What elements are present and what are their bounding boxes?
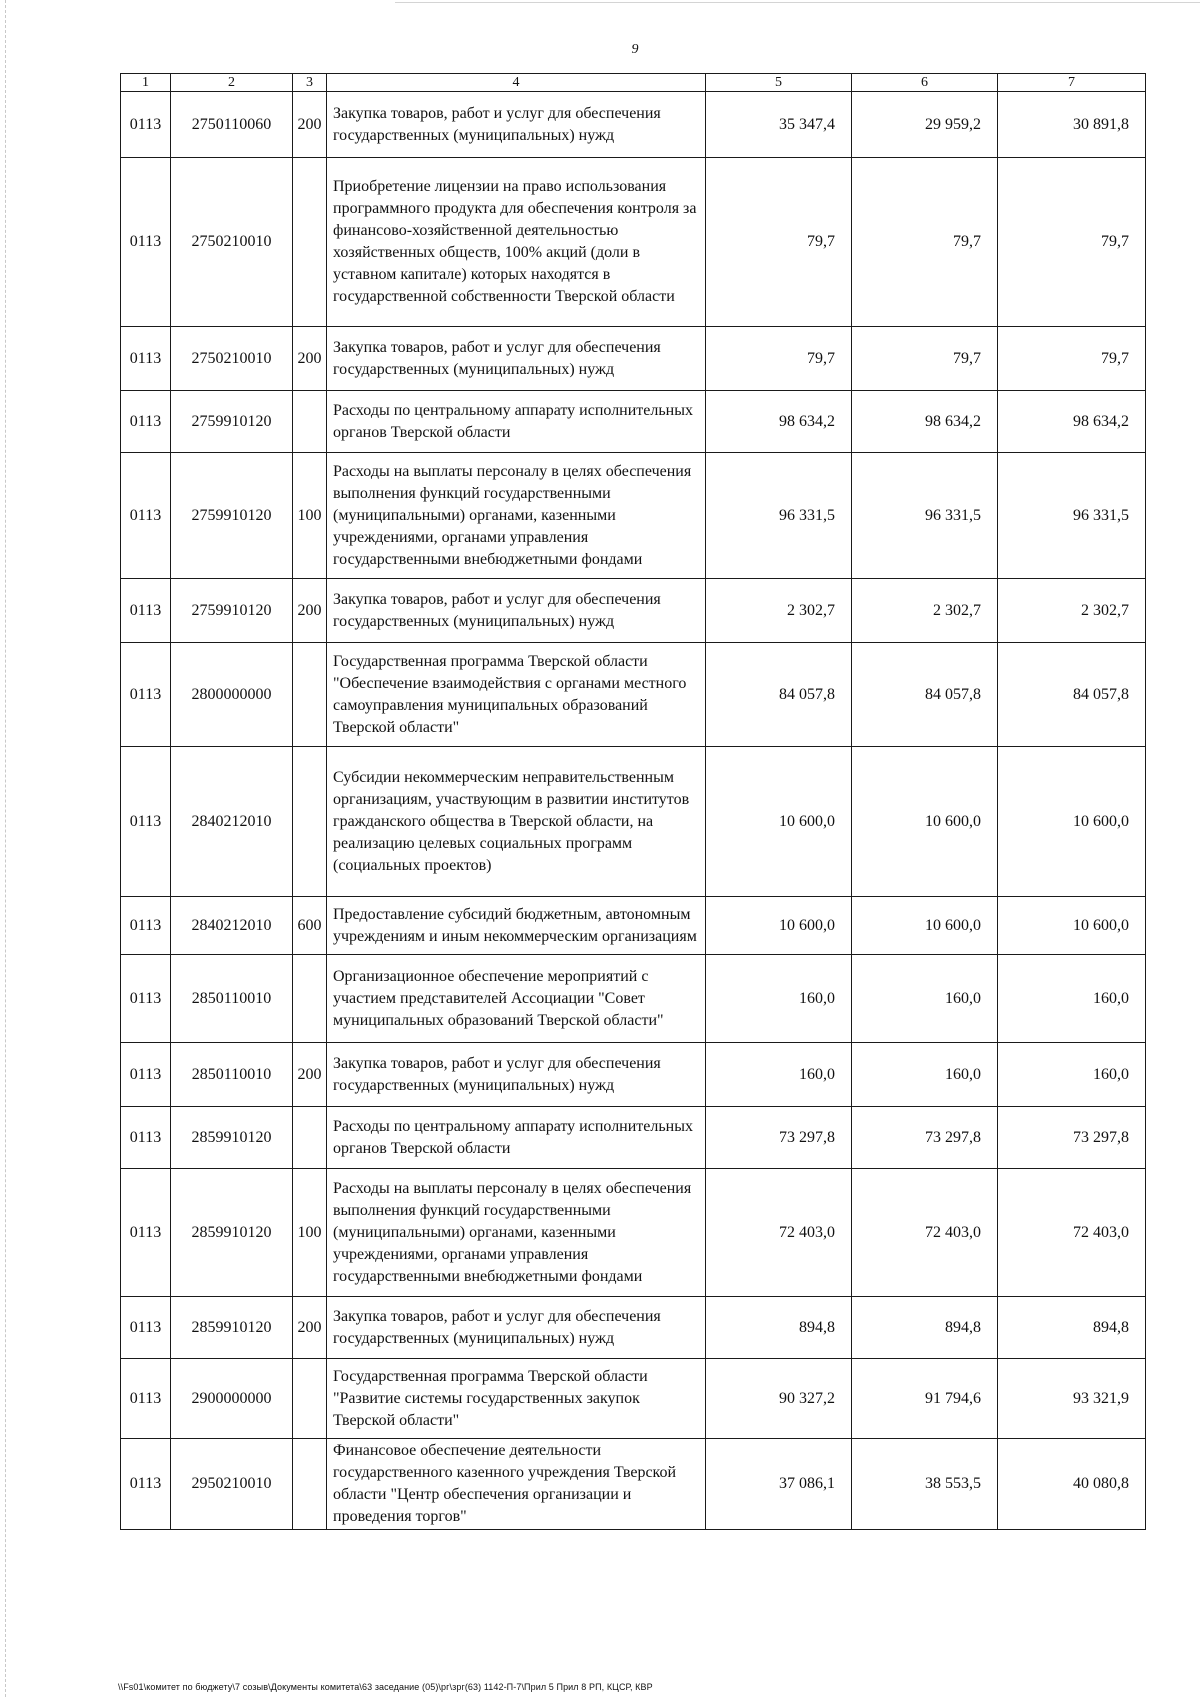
- table-row: [121, 643, 1146, 747]
- amount-year1-cell: 10 600,0: [706, 747, 852, 897]
- amount-year2-cell: 91 794,6: [852, 1359, 998, 1439]
- expense-type-code-cell: [293, 747, 327, 897]
- column-number: 1: [121, 74, 171, 92]
- expense-name-cell: Закупка товаров, работ и услуг для обеспечения государственных (муниципальных) нужд: [327, 579, 706, 643]
- amount-year2-cell: 160,0: [852, 1043, 998, 1107]
- target-article-code-cell: 2900000000: [171, 1359, 293, 1439]
- column-number: 4: [327, 74, 706, 92]
- table-row: [121, 92, 1146, 158]
- target-article-code-cell: 2750210010: [171, 158, 293, 327]
- expense-name-cell: Расходы по центральному аппарату исполнительных органов Тверской области: [327, 391, 706, 453]
- amount-year3-cell: 40 080,8: [998, 1439, 1146, 1530]
- expense-type-code-cell: 200: [293, 579, 327, 643]
- amount-year1-cell: 79,7: [706, 158, 852, 327]
- expense-type-code-cell: [293, 1439, 327, 1530]
- scan-edge-mark: [5, 0, 6, 1697]
- section-code-cell: 0113: [121, 643, 171, 747]
- expense-name-cell: Государственная программа Тверской области "Развитие системы государственных закупок Тверской области": [327, 1359, 706, 1439]
- section-code-cell: 0113: [121, 897, 171, 955]
- table-row: [121, 453, 1146, 579]
- expense-type-code-cell: [293, 1107, 327, 1169]
- section-code-cell: 0113: [121, 1043, 171, 1107]
- expense-name-cell: Закупка товаров, работ и услуг для обеспечения государственных (муниципальных) нужд: [327, 327, 706, 391]
- expense-name-cell: Расходы на выплаты персоналу в целях обеспечения выполнения функций государственными (муниципальными) органами, казенными учреждениями, органами управления государственными внебюджетными фондами: [327, 1169, 706, 1297]
- amount-year2-cell: 79,7: [852, 327, 998, 391]
- amount-year2-cell: 10 600,0: [852, 747, 998, 897]
- expense-type-code-cell: 600: [293, 897, 327, 955]
- expense-name-cell: Субсидии некоммерческим неправительственным организациям, участвующим в развитии институтов гражданского общества в Тверской области, на реализацию целевых социальных программ (социальных проектов): [327, 747, 706, 897]
- section-code-cell: 0113: [121, 453, 171, 579]
- target-article-code-cell: 2950210010: [171, 1439, 293, 1530]
- target-article-code-cell: 2859910120: [171, 1297, 293, 1359]
- amount-year3-cell: 30 891,8: [998, 92, 1146, 158]
- amount-year1-cell: 894,8: [706, 1297, 852, 1359]
- budget-table: [120, 73, 1146, 1530]
- target-article-code-cell: 2750110060: [171, 92, 293, 158]
- target-article-code-cell: 2850110010: [171, 1043, 293, 1107]
- section-code-cell: 0113: [121, 158, 171, 327]
- amount-year2-cell: 160,0: [852, 955, 998, 1043]
- expense-name-cell: Предоставление субсидий бюджетным, автономным учреждениям и иным некоммерческим организациям: [327, 897, 706, 955]
- amount-year2-cell: 73 297,8: [852, 1107, 998, 1169]
- section-code-cell: 0113: [121, 391, 171, 453]
- expense-type-code-cell: 200: [293, 92, 327, 158]
- expense-name-cell: Расходы по центральному аппарату исполнительных органов Тверской области: [327, 1107, 706, 1169]
- column-number: 3: [293, 74, 327, 92]
- target-article-code-cell: 2859910120: [171, 1107, 293, 1169]
- section-code-cell: 0113: [121, 747, 171, 897]
- expense-name-cell: Приобретение лицензии на право использования программного продукта для обеспечения контроля за финансово-хозяйственной деятельностью хозяйственных обществ, 100% акций (доли в уставном капитале) которых находятся в государственной собственности Тверской области: [327, 158, 706, 327]
- amount-year3-cell: 160,0: [998, 955, 1146, 1043]
- section-code-cell: 0113: [121, 1169, 171, 1297]
- section-code-cell: 0113: [121, 1107, 171, 1169]
- amount-year2-cell: 10 600,0: [852, 897, 998, 955]
- target-article-code-cell: 2859910120: [171, 1169, 293, 1297]
- target-article-code-cell: 2840212010: [171, 897, 293, 955]
- table-row: [121, 1359, 1146, 1439]
- amount-year3-cell: 894,8: [998, 1297, 1146, 1359]
- expense-name-cell: Закупка товаров, работ и услуг для обеспечения государственных (муниципальных) нужд: [327, 1297, 706, 1359]
- section-code-cell: 0113: [121, 92, 171, 158]
- expense-name-cell: Расходы на выплаты персоналу в целях обеспечения выполнения функций государственными (муниципальными) органами, казенными учреждениями, органами управления государственными внебюджетными фондами: [327, 453, 706, 579]
- amount-year1-cell: 37 086,1: [706, 1439, 852, 1530]
- amount-year1-cell: 10 600,0: [706, 897, 852, 955]
- page-number: 9: [631, 42, 639, 57]
- amount-year1-cell: 96 331,5: [706, 453, 852, 579]
- amount-year1-cell: 160,0: [706, 1043, 852, 1107]
- table-row: [121, 955, 1146, 1043]
- expense-type-code-cell: [293, 1359, 327, 1439]
- column-number: 5: [706, 74, 852, 92]
- target-article-code-cell: 2759910120: [171, 391, 293, 453]
- target-article-code-cell: 2759910120: [171, 453, 293, 579]
- amount-year2-cell: 98 634,2: [852, 391, 998, 453]
- table-row: [121, 1439, 1146, 1530]
- column-number: 2: [171, 74, 293, 92]
- expense-type-code-cell: [293, 955, 327, 1043]
- column-number: 7: [998, 74, 1146, 92]
- amount-year1-cell: 35 347,4: [706, 92, 852, 158]
- target-article-code-cell: 2800000000: [171, 643, 293, 747]
- amount-year3-cell: 2 302,7: [998, 579, 1146, 643]
- table-row: [121, 747, 1146, 897]
- table-row: [121, 579, 1146, 643]
- section-code-cell: 0113: [121, 579, 171, 643]
- amount-year1-cell: 2 302,7: [706, 579, 852, 643]
- amount-year2-cell: 84 057,8: [852, 643, 998, 747]
- amount-year3-cell: 10 600,0: [998, 897, 1146, 955]
- expense-type-code-cell: [293, 643, 327, 747]
- section-code-cell: 0113: [121, 327, 171, 391]
- scan-top-rule: [395, 2, 1200, 3]
- amount-year3-cell: 93 321,9: [998, 1359, 1146, 1439]
- amount-year2-cell: 96 331,5: [852, 453, 998, 579]
- amount-year1-cell: 98 634,2: [706, 391, 852, 453]
- amount-year2-cell: 894,8: [852, 1297, 998, 1359]
- amount-year3-cell: 98 634,2: [998, 391, 1146, 453]
- expense-type-code-cell: 100: [293, 1169, 327, 1297]
- expense-name-cell: Закупка товаров, работ и услуг для обеспечения государственных (муниципальных) нужд: [327, 1043, 706, 1107]
- amount-year2-cell: 72 403,0: [852, 1169, 998, 1297]
- column-number-row: [121, 74, 1146, 92]
- amount-year1-cell: 90 327,2: [706, 1359, 852, 1439]
- target-article-code-cell: 2750210010: [171, 327, 293, 391]
- section-code-cell: 0113: [121, 1297, 171, 1359]
- amount-year3-cell: 79,7: [998, 327, 1146, 391]
- expense-type-code-cell: 200: [293, 1297, 327, 1359]
- table-row: [121, 391, 1146, 453]
- section-code-cell: 0113: [121, 1439, 171, 1530]
- amount-year3-cell: 79,7: [998, 158, 1146, 327]
- amount-year1-cell: 84 057,8: [706, 643, 852, 747]
- amount-year3-cell: 96 331,5: [998, 453, 1146, 579]
- expense-type-code-cell: 200: [293, 1043, 327, 1107]
- target-article-code-cell: 2759910120: [171, 579, 293, 643]
- table-row: [121, 1043, 1146, 1107]
- expense-type-code-cell: [293, 158, 327, 327]
- table-row: [121, 327, 1146, 391]
- amount-year2-cell: 38 553,5: [852, 1439, 998, 1530]
- amount-year3-cell: 72 403,0: [998, 1169, 1146, 1297]
- target-article-code-cell: 2840212010: [171, 747, 293, 897]
- table-row: [121, 1169, 1146, 1297]
- expense-type-code-cell: [293, 391, 327, 453]
- expense-name-cell: Финансовое обеспечение деятельности государственного казенного учреждения Тверской области "Центр обеспечения организации и проведения торгов": [327, 1439, 706, 1530]
- target-article-code-cell: 2850110010: [171, 955, 293, 1043]
- amount-year3-cell: 84 057,8: [998, 643, 1146, 747]
- footer-file-path: \\Fs01\комитет по бюджету\7 созыв\Документы комитета\63 заседание (05)\рг\зрг(63) 1142-П-7\Прил 5 Прил 8 РП, КЦСР, КВР: [118, 1682, 653, 1692]
- amount-year2-cell: 2 302,7: [852, 579, 998, 643]
- table-row: [121, 158, 1146, 327]
- amount-year1-cell: 72 403,0: [706, 1169, 852, 1297]
- amount-year1-cell: 73 297,8: [706, 1107, 852, 1169]
- amount-year3-cell: 73 297,8: [998, 1107, 1146, 1169]
- expense-name-cell: Закупка товаров, работ и услуг для обеспечения государственных (муниципальных) нужд: [327, 92, 706, 158]
- amount-year1-cell: 160,0: [706, 955, 852, 1043]
- section-code-cell: 0113: [121, 955, 171, 1043]
- table-row: [121, 1297, 1146, 1359]
- amount-year1-cell: 79,7: [706, 327, 852, 391]
- table-body: [121, 74, 1146, 1530]
- table-row: [121, 1107, 1146, 1169]
- expense-type-code-cell: 200: [293, 327, 327, 391]
- amount-year3-cell: 160,0: [998, 1043, 1146, 1107]
- column-number: 6: [852, 74, 998, 92]
- expense-type-code-cell: 100: [293, 453, 327, 579]
- amount-year3-cell: 10 600,0: [998, 747, 1146, 897]
- expense-name-cell: Государственная программа Тверской области "Обеспечение взаимодействия с органами местного самоуправления муниципальных образований Тверской области": [327, 643, 706, 747]
- expense-name-cell: Организационное обеспечение мероприятий с участием представителей Ассоциации "Совет муниципальных образований Тверской области": [327, 955, 706, 1043]
- table-row: [121, 897, 1146, 955]
- amount-year2-cell: 79,7: [852, 158, 998, 327]
- section-code-cell: 0113: [121, 1359, 171, 1439]
- amount-year2-cell: 29 959,2: [852, 92, 998, 158]
